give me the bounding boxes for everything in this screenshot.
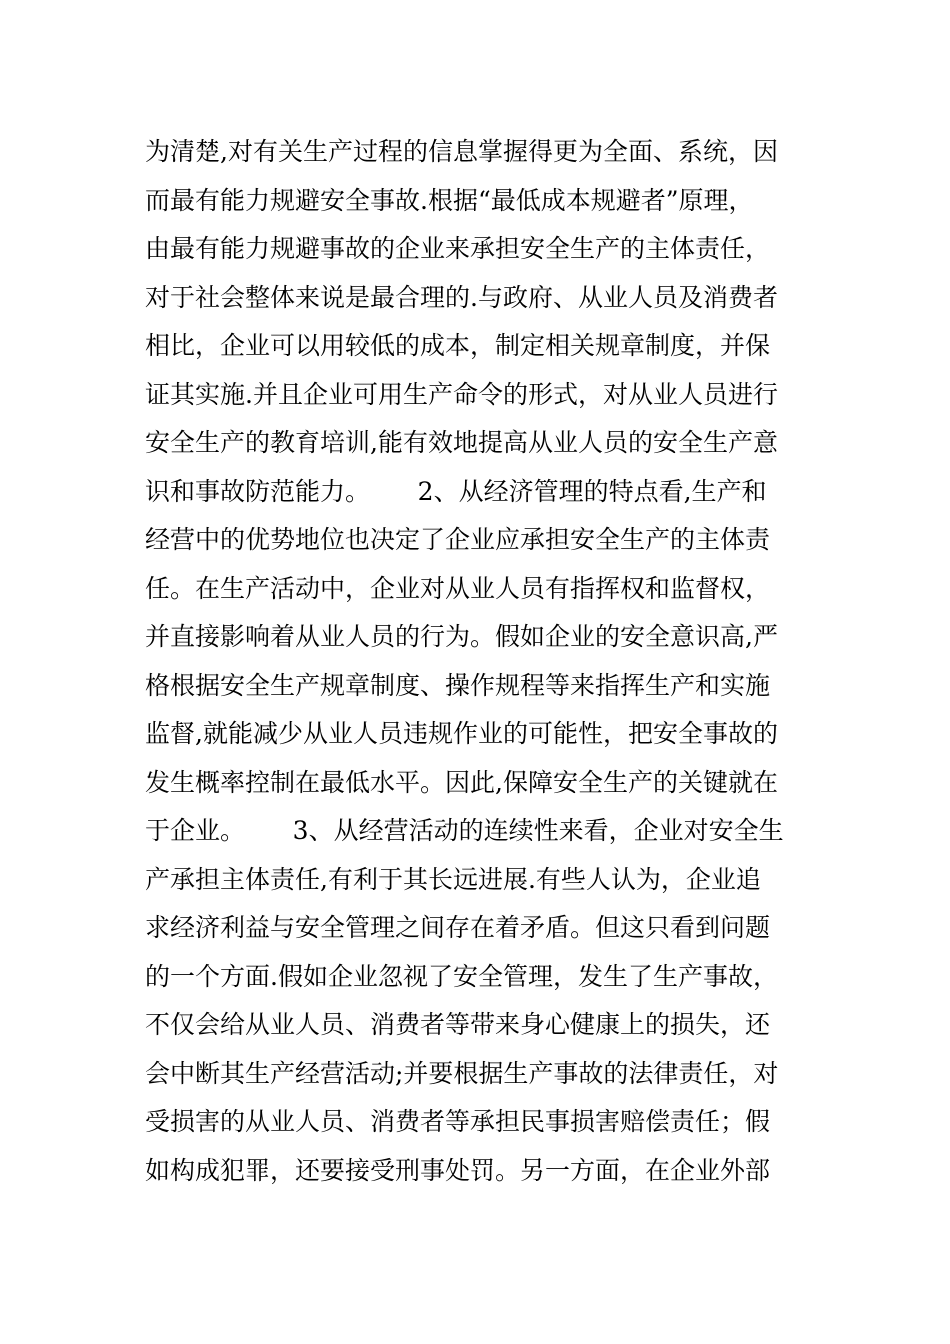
text-line-18: 的一个方面.假如企业忽视了安全管理，发生了生产事故， (145, 961, 778, 991)
body-text (145, 128, 815, 1195)
text-line-11: 并直接影响着从业人员的行为。假如企业的安全意识高,严 (145, 622, 778, 651)
text-line-12: 格根据安全生产规章制度、操作规程等来指挥生产和实施 (145, 670, 771, 700)
text-line-9: 经营中的优势地位也决定了企业应承担安全生产的主体责 (145, 525, 771, 554)
text-line-16: 产承担主体责任,有利于其长远进展.有些人认为，企业追 (145, 864, 761, 894)
text-line-5: 相比，企业可以用较低的成本，制定相关规章制度，并保 (145, 331, 771, 360)
text-line-19: 不仅会给从业人员、消费者等带来身心健康上的损失，还 (145, 1010, 771, 1039)
text-line-8: 识和事故防范能力。 2、从经济管理的特点看,生产和 (145, 476, 767, 506)
text-line-3: 由最有能力规避事故的企业来承担安全生产的主体责任， (145, 234, 771, 263)
text-line-17: 求经济利益与安全管理之间存在着矛盾。但这只看到问题 (145, 913, 771, 942)
text-line-6: 证其实施.并且企业可用生产命令的形式，对从业人员进行 (145, 379, 778, 409)
text-line-21: 受损害的从业人员、消费者等承担民事损害赔偿责任；假 (145, 1107, 771, 1136)
text-line-10: 任。在生产活动中，企业对从业人员有指挥权和监督权， (145, 573, 771, 603)
text-line-13: 监督,就能减少从业人员违规作业的可能性，把安全事故的 (145, 719, 778, 748)
text-line-14: 发生概率控制在最低水平。因此,保障安全生产的关键就在 (145, 767, 778, 797)
text-line-1: 为清楚,对有关生产过程的信息掌握得更为全面、系统，因 (145, 137, 778, 166)
text-line-2: 而最有能力规避安全事故.根据“最低成本规避者”原理， (145, 185, 754, 215)
text-line-22: 如构成犯罪，还要接受刑事处罚。另一方面，在企业外部 (145, 1155, 771, 1185)
text-line-15: 于企业。 3、从经营活动的连续性来看，企业对安全生 (145, 816, 784, 845)
text-line-7: 安全生产的教育培训,能有效地提高从业人员的安全生产意 (145, 428, 778, 457)
text-line-4: 对于社会整体来说是最合理的.与政府、从业人员及消费者 (145, 282, 778, 312)
text-line-20: 会中断其生产经营活动;并要根据生产事故的法律责任，对 (145, 1058, 779, 1088)
